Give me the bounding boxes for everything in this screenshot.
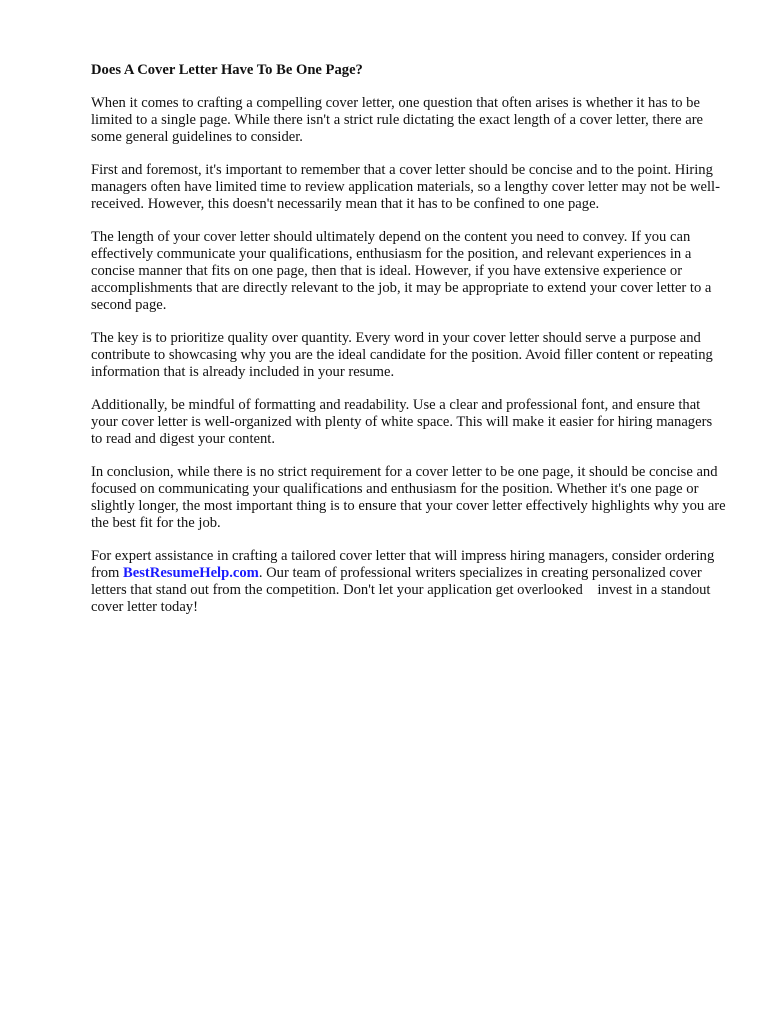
document-page [91,62,727,632]
paragraph-conclusion: In conclusion, while there is no strict requirement for a cover letter to be one page, it should be concise and focused on communicating your qualifications and enthusiasm for the position. Whether it's one page or slightly longer, the most important thing is to ensure that your cover letter effectively highlights why you are the best fit for the job. [91,464,726,531]
document-title: Does A Cover Letter Have To Be One Page? [91,62,363,78]
closing-text-before-link: For expert assistance in crafting a tailored cover letter that will impress hiring managers, consider ordering from [91,548,715,581]
best-resume-help-link[interactable]: BestResumeHelp.com [123,565,259,581]
closing-text-after-link: . Our team of professional writers specializes in creating personalized cover letters that stand out from the competition. Don't let your application get overlooked invest in a standout cover letter today! [91,565,715,615]
paragraph-length: The length of your cover letter should ultimately depend on the content you need to convey. If you can effectively communicate your qualifications, enthusiasm for the position, and relevant experiences in a concise manner that fits on one page, then that is ideal. However, if you have extensive experience or accomplishments that are directly relevant to the job, it may be appropriate to extend your cover letter to a second page. [91,229,712,313]
paragraph-concise: First and foremost, it's important to remember that a cover letter should be concise and to the point. Hiring managers often have limited time to review application materials, so a lengthy cover letter may not be well-received. However, this doesn't necessarily mean that it has to be confined to one page. [91,162,720,212]
paragraph-quality: The key is to prioritize quality over quantity. Every word in your cover letter should serve a purpose and contribute to showcasing why you are the ideal candidate for the position. Avoid filler content or repeating information that is already included in your resume. [91,330,713,380]
paragraph-formatting: Additionally, be mindful of formatting and readability. Use a clear and professional font, and ensure that your cover letter is well-organized with plenty of white space. This will make it easier for hiring managers to read and digest your content. [91,397,713,447]
paragraph-intro: When it comes to crafting a compelling cover letter, one question that often arises is whether it has to be limited to a single page. While there isn't a strict rule dictating the exact length of a cover letter, there are some general guidelines to consider. [91,95,704,145]
paragraph-closing [91,548,727,616]
